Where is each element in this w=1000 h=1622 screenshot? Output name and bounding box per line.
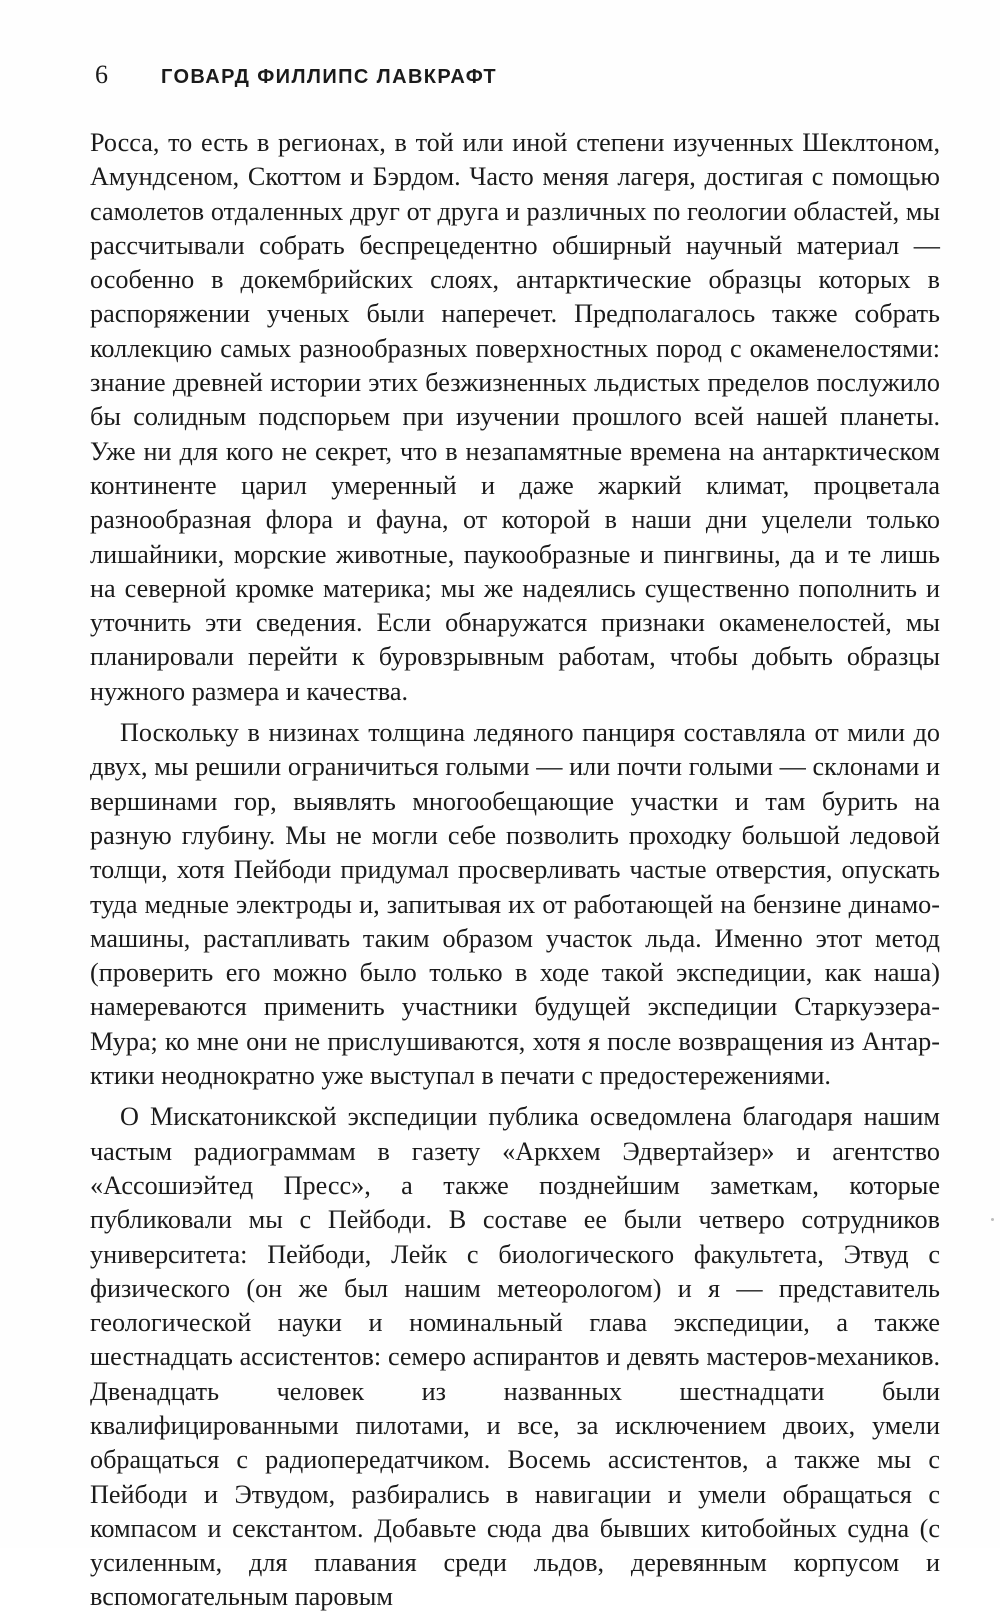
running-head bbox=[95, 60, 497, 96]
paragraph-1: Росса, то есть в регионах, в той или иной степени изученных Шеклтоном, Амундсеном, Скоттом и Бэрдом. Часто меняя лагеря, достигая с помощью самолетов отдаленных друг от друга и различных по геологии областей, мы рассчитывали собрать беспрецедентно обширный научный материал — особенно в докембрийских слоях, антарктические образцы которых в распоряжении ученых были наперечет. Предполагалось также собрать коллекцию самых разнообразных поверхностных пород с окаменелостями: знание древней истории этих безжизненных льдистых пределов послужило бы солидным подспорьем при изучении прошлого всей нашей планеты. Уже ни для кого не секрет, что в незапамятные времена на антарктическом континенте царил умеренный и даже жаркий климат, процветала разнообразная флора и фауна, от которой в наши дни уцелели только лишайники, морские животные, паукообразные и пингвины, да и те лишь на северной кромке материка; мы же надеялись существенно пополнить и уточнить эти сведения. Если обнаружатся признаки окаменелостей, мы планировали перейти к буровзрывным работам, чтобы добыть образцы нужного размера и качества. bbox=[90, 128, 940, 706]
paragraph-2: Поскольку в низинах толщина ледяного панциря составляла от мили до двух, мы решили ограничиться голыми — или почти голыми — склонами и вершинами гор, выявлять многообещающие участки и там бурить на разную глубину. Мы не могли себе позволить проходку большой ледовой толщи, хотя Пейбоди придумал просверливать частые отверстия, опускать туда медные электроды и, запитывая их от работающей на бензине динамо-машины, растапливать таким образом участок льда. Именно этот метод (проверить его можно было только в ходе такой экспедиции, как наша) намереваются применить участники будущей экспедиции Старкуэзера-Мура; ко мне они не прислушиваются, хотя я после возвращения из Антарктики неоднократно уже выступал в печати с предостережениями. bbox=[90, 718, 940, 1091]
paragraph-3: О Мискатоникской экспедиции публика осведомлена благодаря нашим частым радиограммам в газету «Аркхем Эдвертайзер» и агентство «Ассошиэйтед Пресс», а также позднейшим заметкам, которые публиковали мы с Пейбоди. В составе ее были четверо сотрудников университета: Пейбоди, Лейк с биологического факультета, Этвуд с физического (он же был нашим метеорологом) и я — представитель геологической науки и номинальный глава экспедиции, а также шестнадцать ассистентов: семеро аспирантов и девять мастеров-механиков. Двенадцать человек из названных шестнадцати были квалифицированными пилотами, и все, за исключением двоих, умели обращаться с радиопередатчиком. Восемь ассистентов, а также мы с Пейбоди и Этвудом, разбирались в навигации и умели обращаться с компасом и секстантом. Добавьте сюда два бывших китобойных судна (с усиленным, для плавания среди льдов, деревянным корпусом и вспомогательным паровым bbox=[90, 1102, 940, 1612]
body-text bbox=[90, 126, 940, 1622]
page-edge-mark bbox=[991, 1218, 994, 1221]
running-head-author: ГОВАРД ФИЛЛИПС ЛАВКРАФТ bbox=[161, 66, 498, 88]
page-number: 6 bbox=[95, 60, 108, 89]
